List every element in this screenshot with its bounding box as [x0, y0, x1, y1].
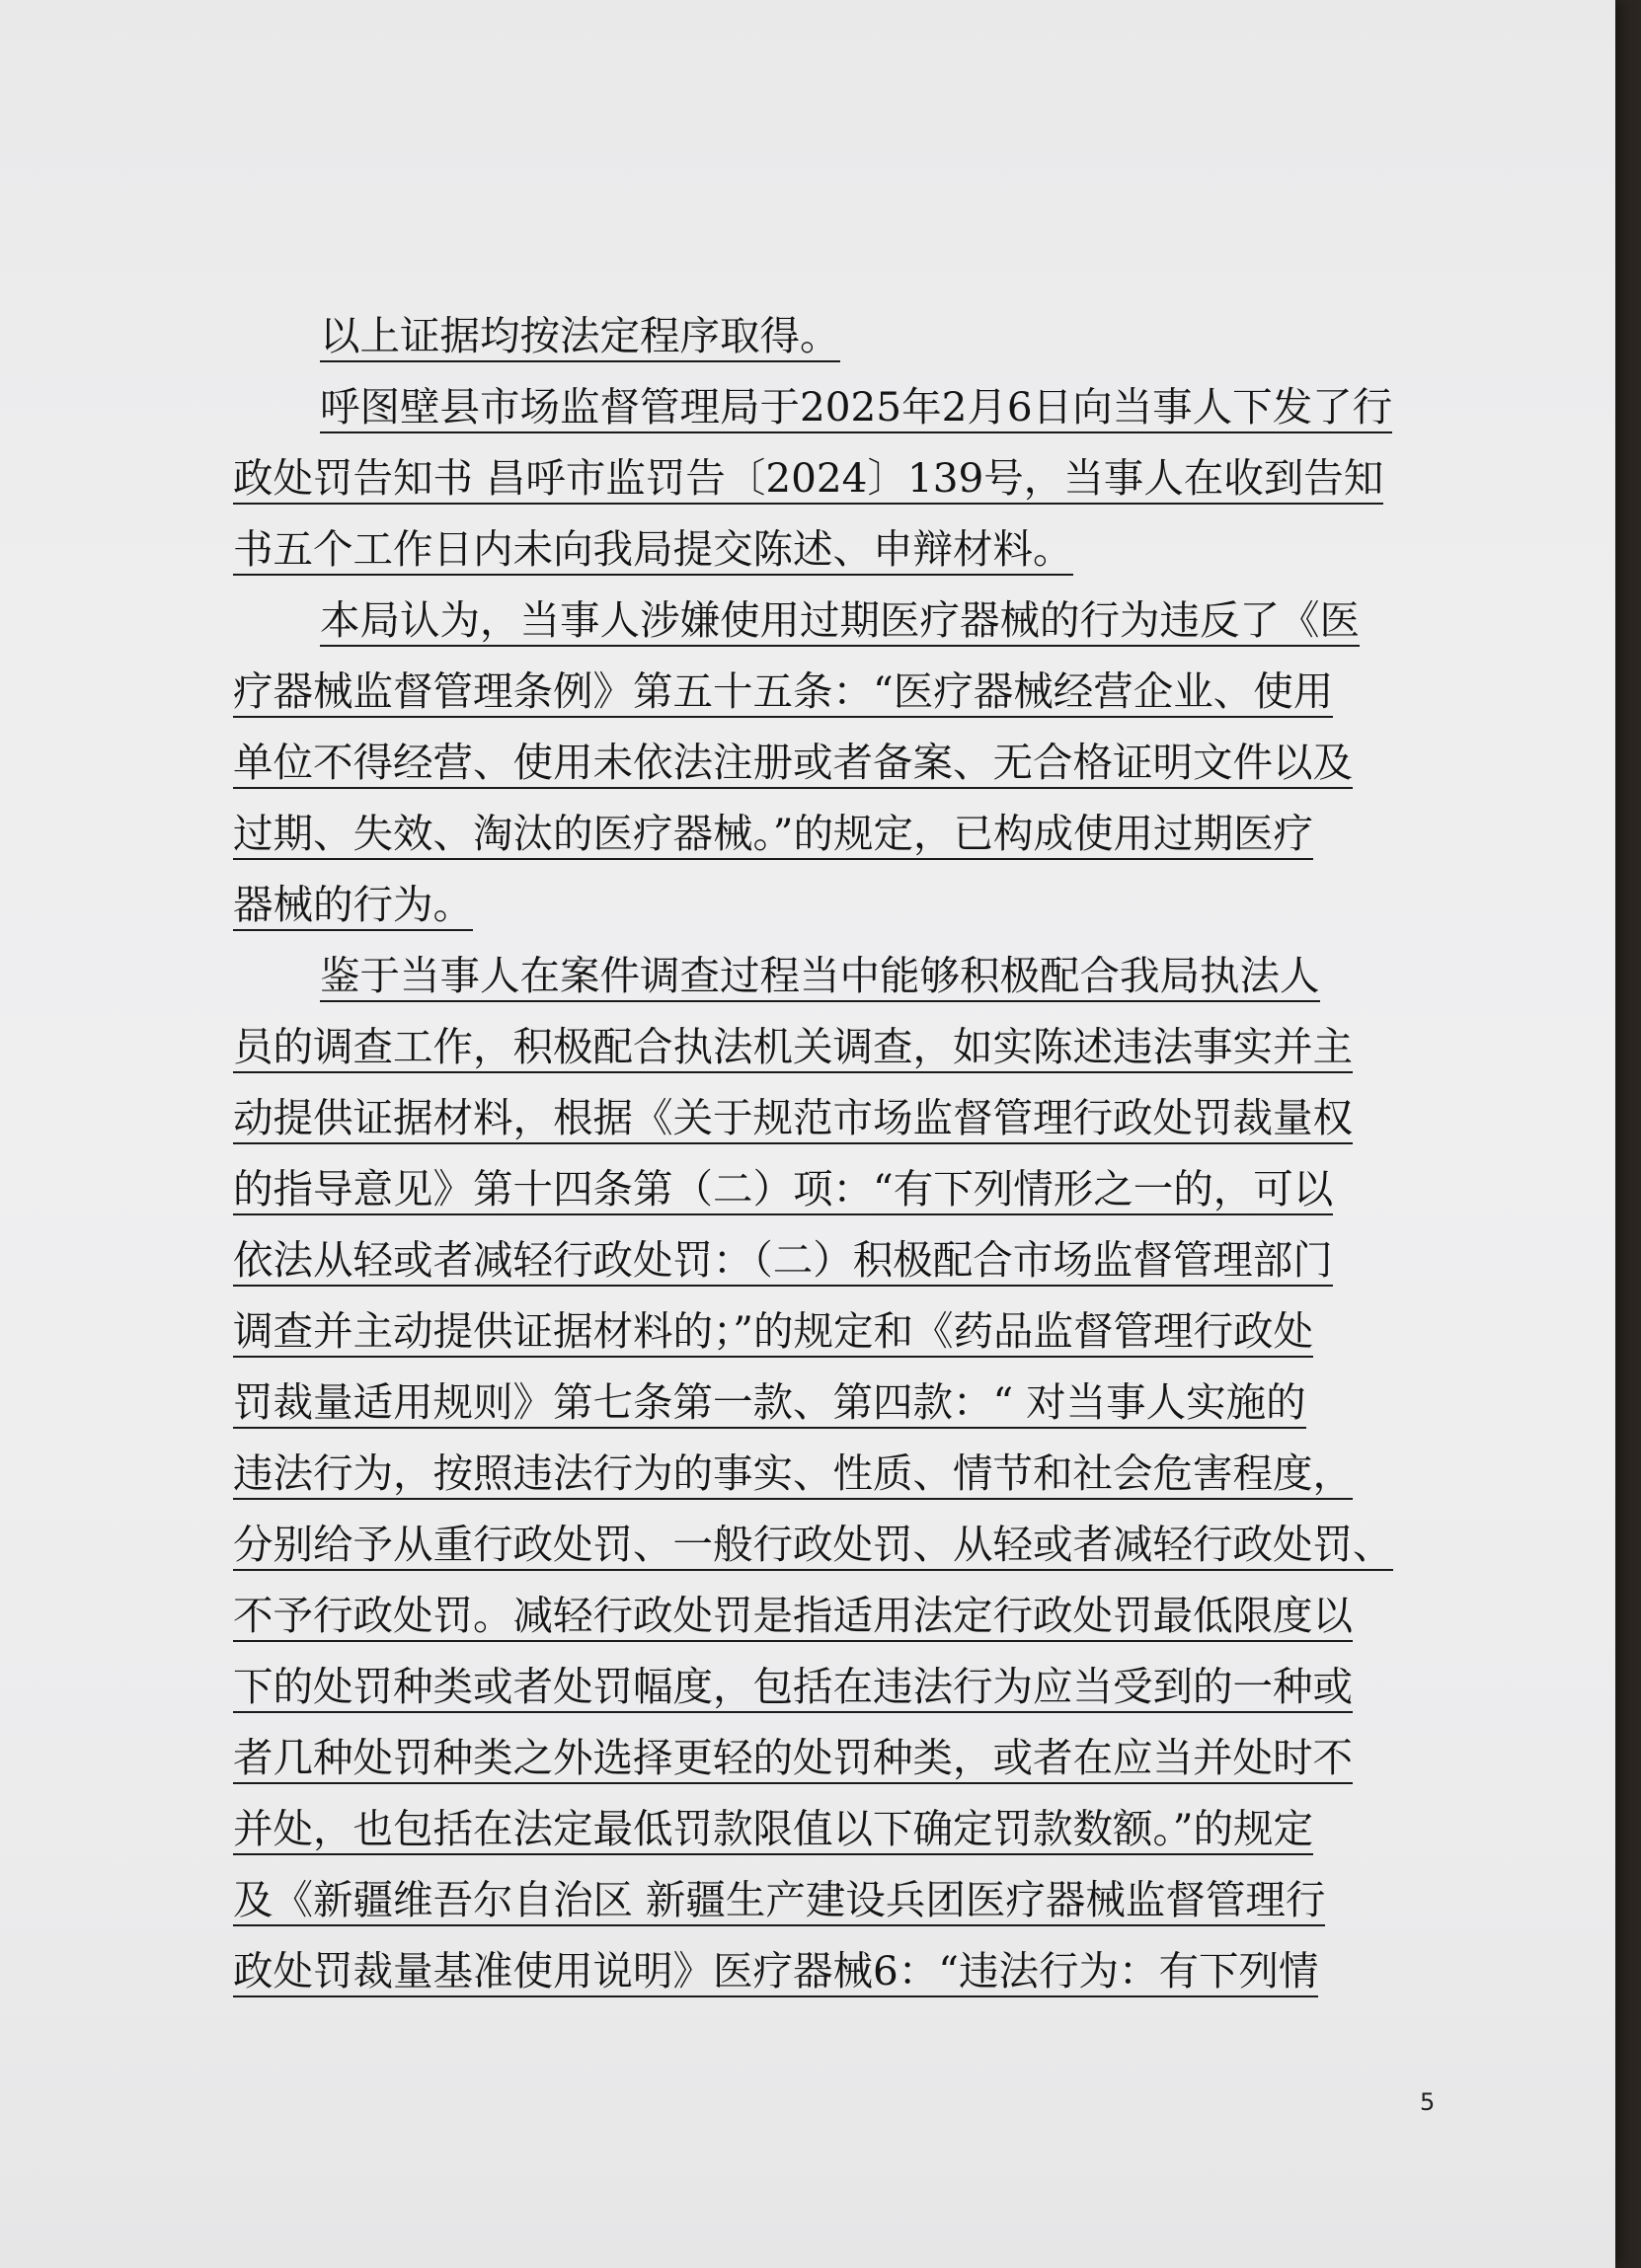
text-line	[233, 519, 1443, 590]
line-text: 鉴于当事人在案件调查过程当中能够积极配合我局执法人	[320, 952, 1320, 1002]
line-text: 依法从轻或者减轻行政处罚：（二）积极配合市场监督管理部门	[233, 1236, 1333, 1287]
text-line	[233, 1941, 1443, 2012]
line-text: 者几种处罚种类之外选择更轻的处罚种类，或者在应当并处时不	[233, 1734, 1353, 1784]
text-line	[233, 306, 1443, 377]
line-text: 调查并主动提供证据材料的；”的规定和《药品监督管理行政处	[233, 1307, 1313, 1358]
text-line	[233, 1372, 1443, 1444]
line-text: 单位不得经营、使用未依法注册或者备案、无合格证明文件以及	[233, 739, 1353, 789]
text-line	[233, 1444, 1443, 1515]
line-text: 书五个工作日内未向我局提交陈述、申辩材料。	[233, 525, 1073, 576]
text-line	[233, 1230, 1443, 1301]
text-line	[233, 662, 1443, 733]
line-text: 呼图壁县市场监督管理局于2025年2月6日向当事人下发了行	[320, 383, 1392, 433]
text-line	[233, 1017, 1443, 1088]
line-text: 器械的行为。	[233, 881, 473, 931]
line-text: 及《新疆维吾尔自治区 新疆生产建设兵团医疗器械监督管理行	[233, 1876, 1325, 1926]
line-text: 下的处罚种类或者处罚幅度，包括在违法行为应当受到的一种或	[233, 1663, 1353, 1713]
text-line	[233, 875, 1443, 946]
text-line	[233, 590, 1443, 662]
line-text: 本局认为，当事人涉嫌使用过期医疗器械的行为违反了《医	[320, 596, 1360, 647]
line-text: 分别给予从重行政处罚、一般行政处罚、从轻或者减轻行政处罚、	[233, 1521, 1393, 1571]
text-line	[233, 733, 1443, 804]
line-text: 并处，也包括在法定最低罚款限值以下确定罚款数额。”的规定	[233, 1805, 1313, 1855]
line-text: 不予行政处罚。减轻行政处罚是指适用法定行政处罚最低限度以	[233, 1592, 1353, 1642]
text-line	[233, 377, 1443, 448]
body-text	[233, 306, 1443, 2012]
line-text: 以上证据均按法定程序取得。	[320, 312, 840, 362]
text-line	[233, 946, 1443, 1017]
text-line	[233, 1728, 1443, 1799]
line-text: 动提供证据材料，根据《关于规范市场监督管理行政处罚裁量权	[233, 1094, 1353, 1144]
line-text: 罚裁量适用规则》第七条第一款、第四款：“ 对当事人实施的	[233, 1378, 1306, 1429]
text-line	[233, 1799, 1443, 1870]
line-text: 违法行为，按照违法行为的事实、性质、情节和社会危害程度，	[233, 1449, 1353, 1500]
text-line	[233, 1159, 1443, 1230]
line-text: 过期、失效、淘汰的医疗器械。”的规定，已构成使用过期医疗	[233, 810, 1313, 860]
text-line	[233, 1301, 1443, 1372]
text-line	[233, 1515, 1443, 1586]
text-line	[233, 1586, 1443, 1657]
text-line	[233, 1657, 1443, 1728]
text-line	[233, 1870, 1443, 1941]
text-line	[233, 1088, 1443, 1159]
line-text: 政处罚告知书 昌呼市监罚告〔2024〕139号，当事人在收到告知	[233, 454, 1383, 505]
line-text: 政处罚裁量基准使用说明》医疗器械6：“违法行为：有下列情	[233, 1947, 1318, 1997]
line-text: 疗器械监督管理条例》第五十五条：“医疗器械经营企业、使用	[233, 667, 1333, 718]
line-text: 员的调查工作，积极配合执法机关调查，如实陈述违法事实并主	[233, 1023, 1353, 1073]
text-line	[233, 448, 1443, 519]
line-text: 的指导意见》第十四条第（二）项：“有下列情形之一的，可以	[233, 1165, 1333, 1215]
text-line	[233, 804, 1443, 875]
page-number: 5	[1420, 2088, 1436, 2116]
